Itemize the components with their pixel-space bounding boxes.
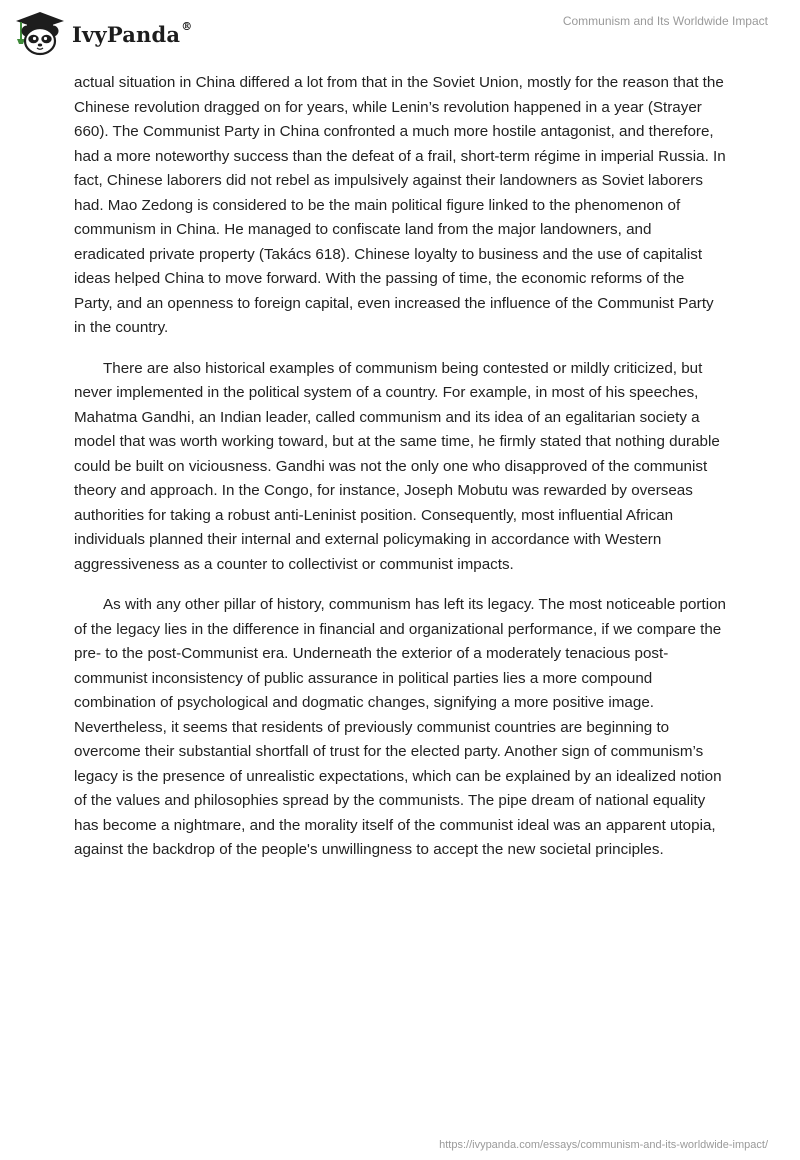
essay-body xyxy=(74,71,726,879)
page-header xyxy=(0,0,800,66)
registered-mark: ® xyxy=(181,19,193,33)
paragraph-continued: actual situation in China differed a lot from that in the Soviet Union, mostly for the reason that the Chinese revolution dragged on for years, while Lenin’s revolution happened in a year (Strayer 660). The Communist Party in China confronted a much more hostile antagonist, and therefore, had a more noteworthy success than the defeat of a frail, short-term régime in imperial Russia. In fact, Chinese laborers did not rebel as impulsively against their landowners as Soviet laborers had. Mao Zedong is considered to be the main political figure linked to the phenomenon of communism in China. He managed to confiscate land from the major landowners, and eradicated private property (Takács 618). Chinese loyalty to business and the use of capitalist ideas helped China to move forward. With the passing of time, the economic reforms of the Party, and an openness to foreign capital, even increased the influence of the Communist Party in the country. xyxy=(74,74,726,336)
source-url-link[interactable]: https://ivypanda.com/essays/communism-and-its-worldwide-impact/ xyxy=(439,1139,768,1151)
panda-graduate-icon xyxy=(14,10,66,56)
brand-name: IvyPanda xyxy=(72,21,181,47)
document-title: Communism and Its Worldwide Impact xyxy=(562,14,768,28)
paragraph: There are also historical examples of communism being contested or mildly criticized, but never implemented in the political system of a country. For example, in most of his speeches, Mahatma Gandhi, an Indian leader, called communism and its idea of an egalitarian society a model that was worth working toward, but at the same time, he firmly stated that nothing durable could be built on viciousness. Gandhi was not the only one who disapproved of the communist theory and approach. In the Congo, for instance, Joseph Mobutu was rewarded by overseas authorities for taking a robust anti-Leninist position. Consequently, most influential African individuals planned their internal and external policymaking in accordance with Western aggressiveness as a counter to collectivist or communist impacts. xyxy=(74,359,720,573)
logo-wordmark xyxy=(72,19,193,47)
ivypanda-logo[interactable] xyxy=(14,9,192,57)
paragraph: As with any other pillar of history, communism has left its legacy. The most noticeable portion of the legacy lies in the difference in financial and organizational performance, if we compare the pre- to the post-Communist era. Underneath the exterior of a moderately tenacious post-communist inconsistency of public assurance in political parties lies a more compound combination of psychological and dogmatic changes, signifying a more positive image. Nevertheless, it seems that residents of previously communist countries are beginning to overcome their substantial shortfall of trust for the elected party. Another sign of communism’s legacy is the presence of unrealistic expectations, which can be explained by an idealized notion of the values and philosophies spread by the communists. The pipe dream of national equality has become a nightmare, and the morality itself of the communist ideal was an apparent utopia, against the backdrop of the people's unwillingness to accept the new societal principles. xyxy=(74,596,726,858)
